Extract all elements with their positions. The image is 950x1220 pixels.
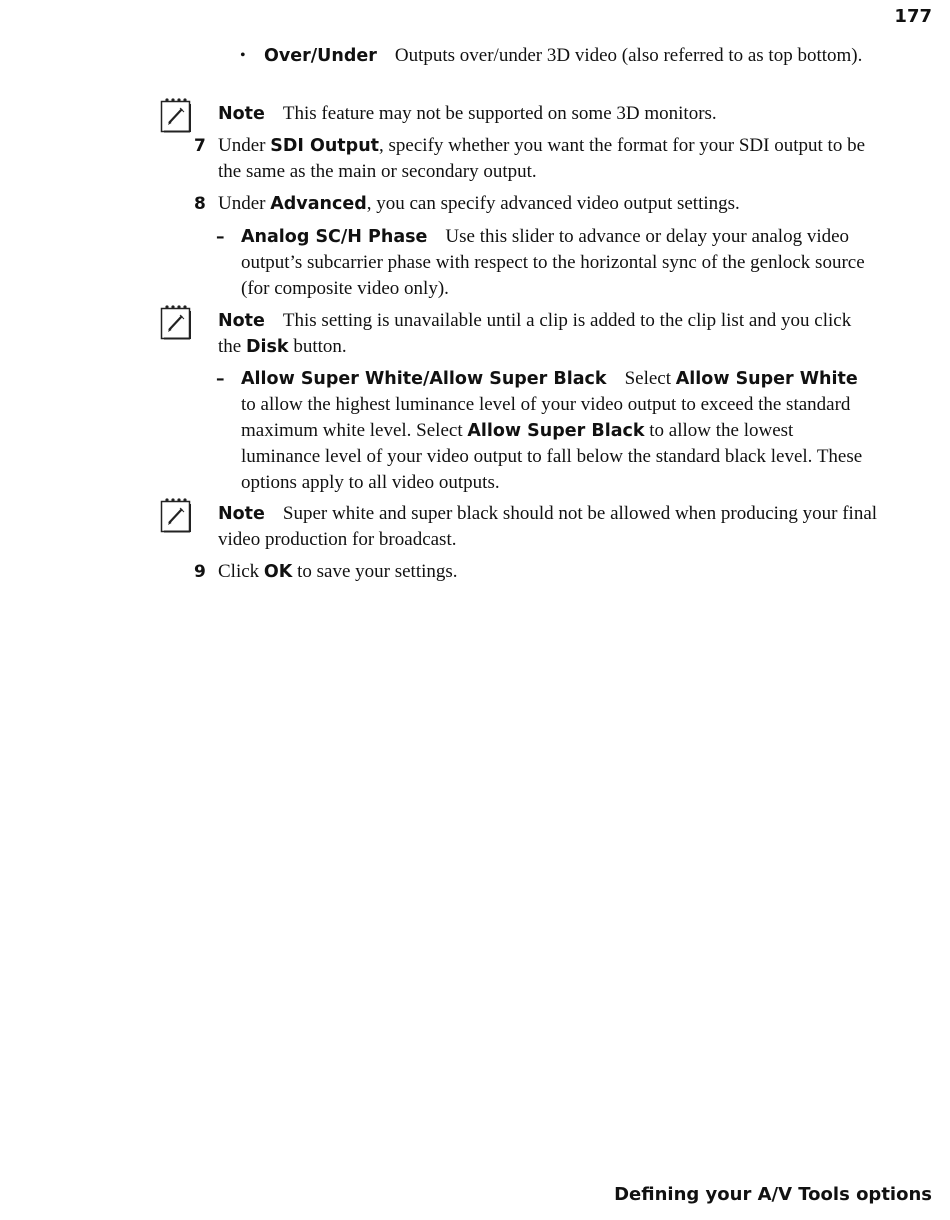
step-8-text: , you can specify advanced video output settings. — [366, 193, 740, 214]
term-sdi-output: SDI Output — [270, 136, 380, 156]
term-allow-super-black: Allow Super Black — [467, 421, 645, 441]
step-9-prefix: Click — [218, 561, 264, 582]
note-broadcast — [218, 501, 878, 553]
step-number: 7 — [194, 136, 206, 156]
note-pad-pencil-icon — [160, 97, 192, 133]
note-clip-list — [218, 308, 878, 360]
note-label: Note — [218, 311, 265, 331]
bullet-over-under — [240, 43, 874, 69]
dash-analog-sch-phase — [216, 224, 876, 302]
note-3d-monitors — [218, 101, 878, 127]
term-allow-super-white-black: Allow Super White/Allow Super Black — [241, 369, 607, 389]
super-text-2: to allow the highest luminance level of your video output to exceed the standard maximum white level. Select — [241, 394, 851, 441]
note-text: This feature may not be supported on some 3D monitors. — [282, 103, 717, 124]
step-8 — [194, 191, 878, 217]
step-9 — [194, 559, 878, 585]
step-7-text: , specify whether you want the format for your SDI output to be the same as the main or secondary output. — [218, 135, 865, 182]
dash-allow-super-white-black — [216, 366, 876, 496]
analog-description: Use this slider to advance or delay your analog video output’s subcarrier phase with respect to the horizontal sync of the genlock source (for composite video only). — [241, 226, 865, 299]
step-number: 9 — [194, 562, 206, 582]
step-9-text: to save your settings. — [292, 561, 458, 582]
note-label: Note — [218, 504, 265, 524]
note-pad-pencil-icon — [160, 304, 192, 340]
term-advanced: Advanced — [270, 194, 367, 214]
bullet-mark: • — [240, 47, 246, 64]
step-number: 8 — [194, 194, 206, 214]
step-8-prefix: Under — [218, 193, 271, 214]
term-analog-sch-phase: Analog SC/H Phase — [241, 227, 428, 247]
step-7-prefix: Under — [218, 135, 271, 156]
super-text-1: Select — [624, 368, 676, 389]
super-text-3: to allow the lowest luminance level of your video output to fall below the standard black level. These options apply to all video outputs. — [241, 420, 863, 493]
footer-section-title: Defining your A/V Tools options — [614, 1184, 932, 1205]
term-allow-super-white: Allow Super White — [675, 369, 858, 389]
term-over-under: Over/Under — [264, 46, 377, 66]
note-text: Super white and super black should not be allowed when producing your final video production for broadcast. — [218, 503, 878, 550]
step-7 — [194, 133, 878, 185]
note-text-2: button. — [288, 336, 347, 357]
page-number: 177 — [894, 6, 932, 27]
over-under-description: Outputs over/under 3D video (also referred to as top bottom). — [394, 45, 863, 66]
term-disk: Disk — [245, 337, 289, 357]
dash-mark: – — [216, 227, 225, 247]
note-label: Note — [218, 104, 265, 124]
term-ok: OK — [263, 562, 293, 582]
note-text-1: This setting is unavailable until a clip is added to the clip list and you click the — [218, 310, 852, 357]
note-pad-pencil-icon — [160, 497, 192, 533]
dash-mark: – — [216, 369, 225, 389]
